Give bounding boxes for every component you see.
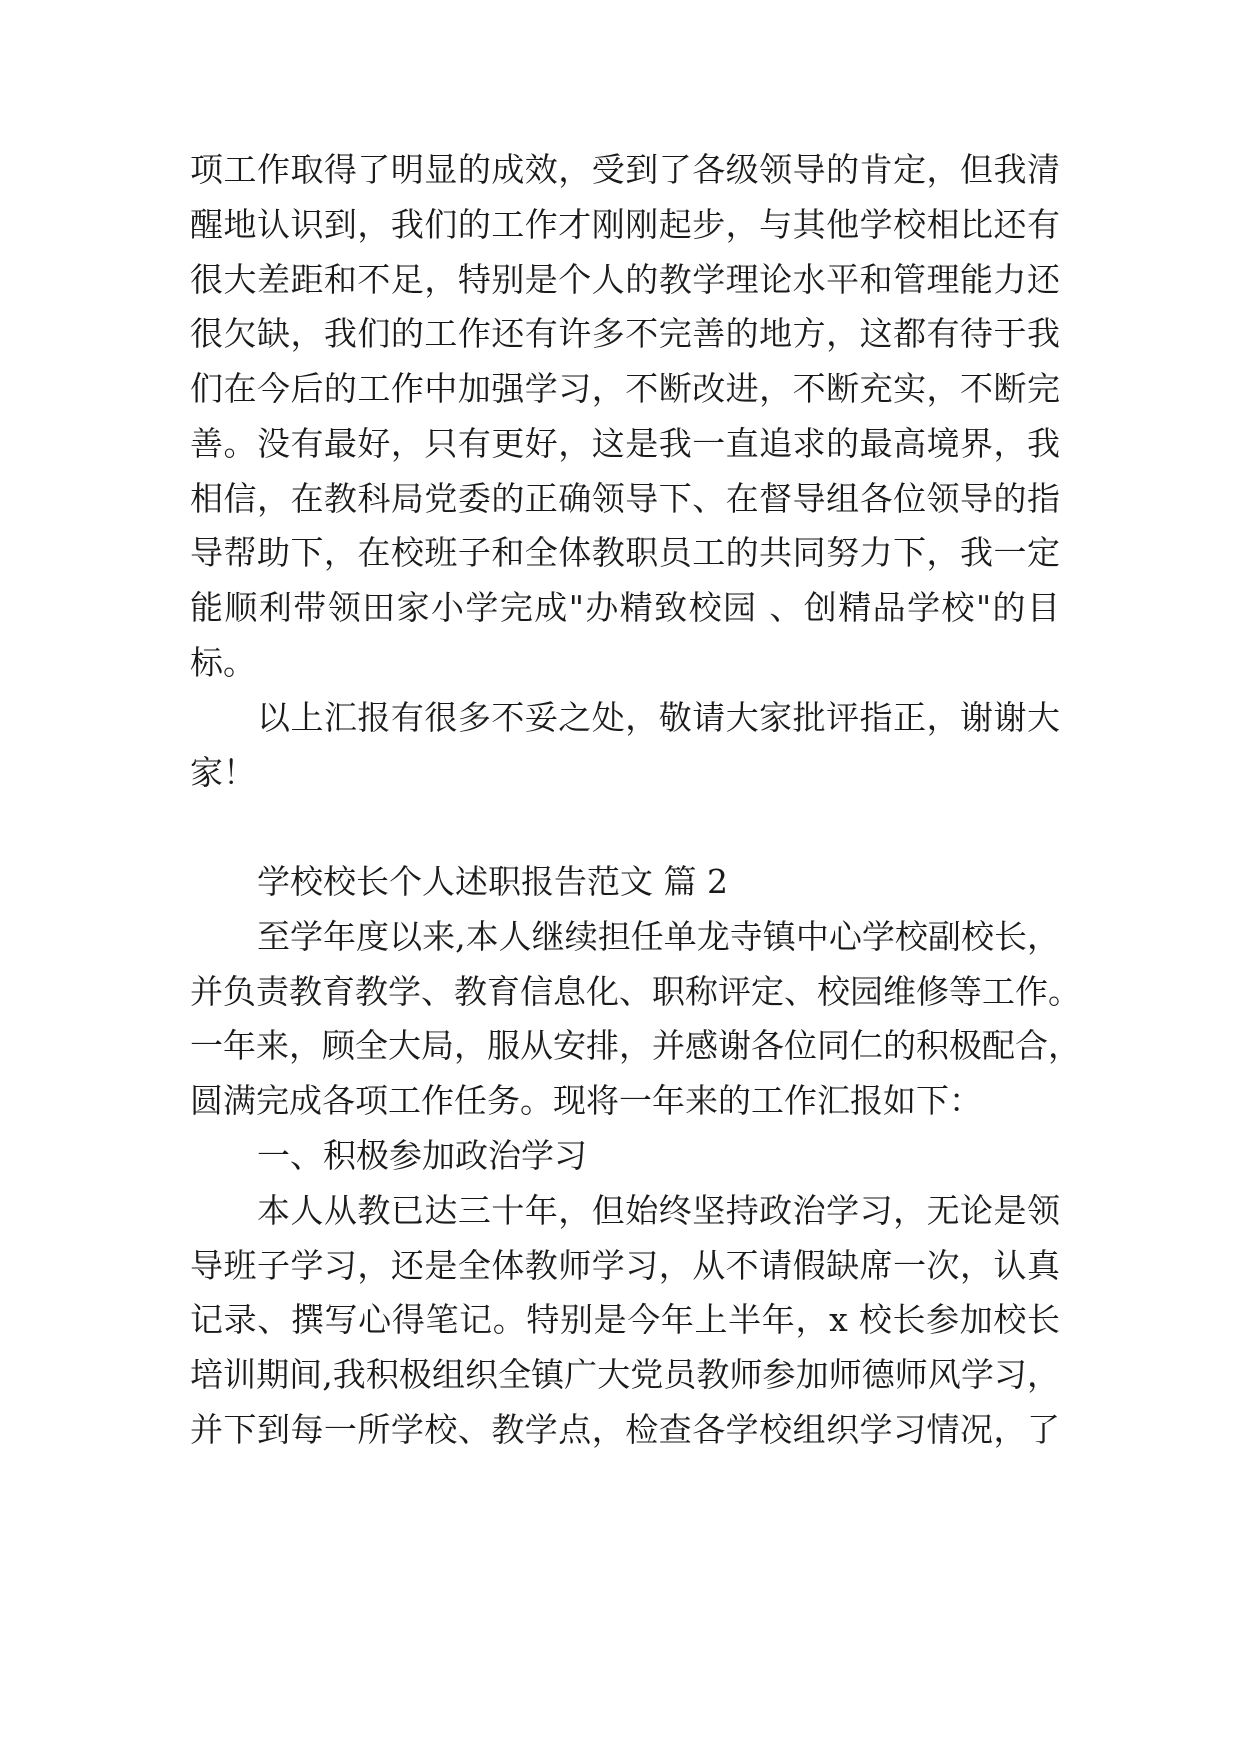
paragraph-line: 相信，在教科局党委的正确领导下、在督导组各位领导的指 [190,479,1060,518]
closing-line: 以上汇报有很多不妥之处，敬请大家批评指正，谢谢大 [257,698,1060,737]
paragraph-line: 本人从教已达三十年，但始终坚持政治学习，无论是领 [257,1191,1060,1230]
paragraph-line: 善。没有最好，只有更好，这是我一直追求的最高境界，我 [190,424,1060,463]
paragraph-line: 醒地认识到，我们的工作才刚刚起步，与其他学校相比还有 [190,205,1060,244]
paragraph-line: 标。 [190,643,256,682]
paragraph-line: 记录、撰写心得笔记。特别是今年上半年，x 校长参加校长 [190,1300,1060,1339]
paragraph-line: 培训期间,我积极组织全镇广大党员教师参加师德师风学习， [190,1355,1060,1394]
section-heading: 一、积极参加政治学习 [257,1136,587,1175]
paragraph-line: 很大差距和不足，特别是个人的教学理论水平和管理能力还 [190,260,1060,299]
paragraph-line: 圆满完成各项工作任务。现将一年来的工作汇报如下： [190,1081,982,1120]
paragraph-line: 很欠缺，我们的工作还有许多不完善的地方，这都有待于我 [190,314,1060,353]
paragraph-line: 们在今后的工作中加强学习，不断改进，不断充实，不断完 [190,369,1060,408]
paragraph-line: 并负责教育教学、教育信息化、职称评定、校园维修等工作。 [190,972,1081,1011]
paragraph-line: 项工作取得了明显的成效，受到了各级领导的肯定，但我清 [190,150,1060,189]
paragraph-line: 并下到每一所学校、教学点，检查各学校组织学习情况，了 [190,1410,1060,1449]
paragraph-line: 能顺利带领田家小学完成"办精致校园 、创精品学校"的目 [190,588,1060,627]
paragraph-line: 至学年度以来,本人继续担任单龙寺镇中心学校副校长， [257,917,1060,956]
paragraph-line: 导帮助下，在校班子和全体教职员工的共同努力下，我一定 [190,533,1060,572]
closing-line: 家！ [190,753,256,792]
paragraph-line: 一年来，顾全大局，服从安排，并感谢各位同仁的积极配合， [190,1026,1081,1065]
paragraph-line: 导班子学习，还是全体教师学习，从不请假缺席一次，认真 [190,1246,1060,1285]
section-title: 学校校长个人述职报告范文 篇 2 [257,862,728,901]
